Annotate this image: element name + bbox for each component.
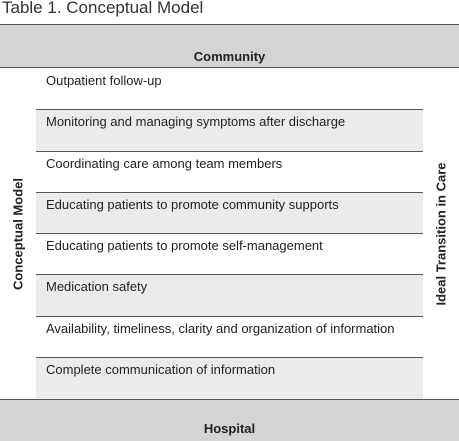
- community-band: Community: [0, 24, 459, 68]
- left-side-column: [0, 69, 36, 399]
- table-row: Educating patients to promote self-management: [36, 234, 423, 275]
- ideal-transition-label: Ideal Transition in Care: [433, 162, 449, 306]
- table-title: Table 1. Conceptual Model: [2, 0, 204, 17]
- table-row: Educating patients to promote community supports: [36, 193, 423, 234]
- table-row: Medication safety: [36, 275, 423, 316]
- table-row: Coordinating care among team members: [36, 152, 423, 193]
- table-row: Complete communication of information: [36, 358, 423, 399]
- table-rows: [36, 69, 423, 399]
- conceptual-model-label: Conceptual Model: [10, 178, 26, 290]
- table-row: Outpatient follow-up: [36, 69, 423, 110]
- right-side-column: [423, 69, 459, 399]
- table-row: Monitoring and managing symptoms after discharge: [36, 110, 423, 151]
- hospital-band: Hospital: [0, 399, 459, 441]
- table-row: Availability, timeliness, clarity and organization of information: [36, 317, 423, 358]
